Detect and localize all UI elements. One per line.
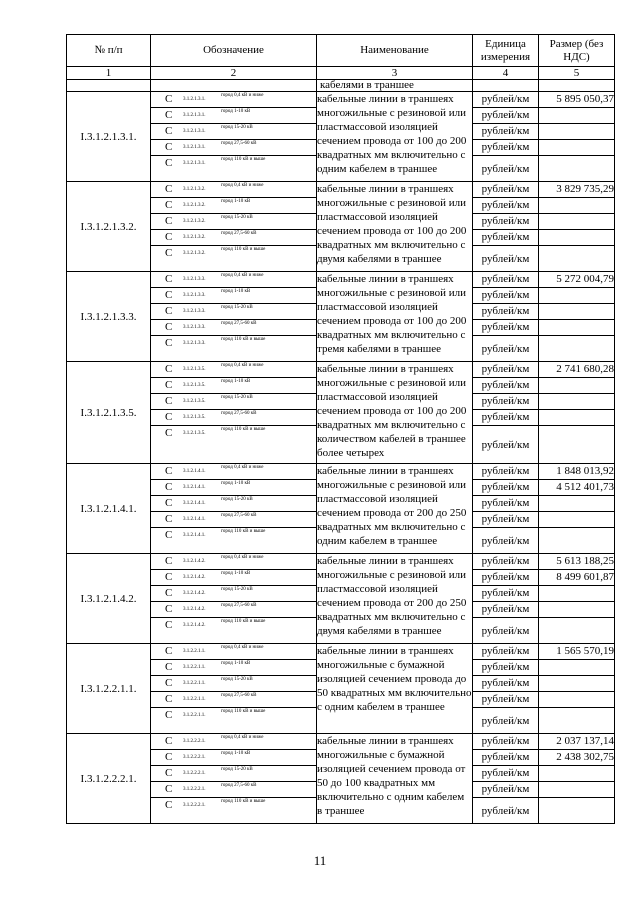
- header-size: Размер (без НДС): [539, 35, 615, 67]
- designation-subcode: 3.1.2.1.4.2.: [183, 607, 206, 612]
- designation-cell: [151, 798, 317, 824]
- value-cell: [539, 496, 615, 512]
- designation-voltage: город 0,4 кВ и ниже: [221, 183, 264, 188]
- value-cell: 5 613 188,25: [539, 554, 615, 570]
- designation-subcode: 3.1.2.1.3.5.: [183, 383, 206, 388]
- designation-letter: С: [165, 411, 173, 423]
- designation-cell: [151, 512, 317, 528]
- unit-cell: рублей/км: [473, 464, 539, 480]
- designation-voltage: город 15-20 кВ: [221, 395, 253, 400]
- value-cell: [539, 676, 615, 692]
- value-cell: [539, 336, 615, 362]
- designation-subcode: 3.1.2.1.3.5.: [183, 367, 206, 372]
- value-cell: [539, 586, 615, 602]
- designation-subcode: 3.1.2.2.1.1.: [183, 649, 206, 654]
- value-cell: [539, 214, 615, 230]
- unit-cell: рублей/км: [473, 108, 539, 124]
- unit-cell: рублей/км: [473, 288, 539, 304]
- unit-cell: рублей/км: [473, 198, 539, 214]
- unit-cell: рублей/км: [473, 230, 539, 246]
- value-cell: [539, 108, 615, 124]
- designation-letter: С: [165, 247, 173, 259]
- designation-voltage: город 27,5-60 кВ: [221, 141, 257, 146]
- value-cell: [539, 230, 615, 246]
- designation-cell: [151, 734, 317, 750]
- unit-cell: рублей/км: [473, 272, 539, 288]
- value-cell: [539, 512, 615, 528]
- designation-letter: С: [165, 709, 173, 721]
- designation-voltage: город 1-10 кВ: [221, 289, 251, 294]
- value-cell: [539, 660, 615, 676]
- section-code: I.3.1.2.1.3.3.: [67, 272, 151, 362]
- unit-cell: рублей/км: [473, 410, 539, 426]
- designation-letter: С: [165, 465, 173, 477]
- column-number: 1: [67, 67, 151, 80]
- designation-subcode: 3.1.2.1.3.2.: [183, 187, 206, 192]
- designation-letter: С: [165, 799, 173, 811]
- table-row: [67, 182, 615, 198]
- designation-subcode: 3.1.2.1.3.5.: [183, 431, 206, 436]
- header-name: Наименование: [317, 35, 473, 67]
- unit-cell: рублей/км: [473, 512, 539, 528]
- table-row: [67, 734, 615, 750]
- table-row: [67, 644, 615, 660]
- designation-subcode: 3.1.2.1.3.1.: [183, 129, 206, 134]
- designation-subcode: 3.1.2.2.1.1.: [183, 713, 206, 718]
- unit-cell: рублей/км: [473, 676, 539, 692]
- designation-cell: [151, 378, 317, 394]
- designation-cell: [151, 410, 317, 426]
- designation-subcode: 3.1.2.1.3.3.: [183, 309, 206, 314]
- unit-cell: рублей/км: [473, 586, 539, 602]
- table-row: [67, 92, 615, 108]
- designation-letter: С: [165, 693, 173, 705]
- designation-voltage: город 15-20 кВ: [221, 677, 253, 682]
- designation-letter: С: [165, 513, 173, 525]
- column-number: 2: [151, 67, 317, 80]
- value-cell: [539, 394, 615, 410]
- designation-cell: [151, 782, 317, 798]
- designation-subcode: 3.1.2.2.2.1.: [183, 755, 206, 760]
- designation-cell: [151, 108, 317, 124]
- unit-cell: рублей/км: [473, 602, 539, 618]
- unit-cell: рублей/км: [473, 660, 539, 676]
- column-number: 5: [539, 67, 615, 80]
- value-cell: 2 438 302,75: [539, 750, 615, 766]
- designation-letter: С: [165, 619, 173, 631]
- designation-cell: [151, 676, 317, 692]
- designation-cell: [151, 230, 317, 246]
- designation-subcode: 3.1.2.1.3.1.: [183, 145, 206, 150]
- designation-voltage: город 15-20 кВ: [221, 305, 253, 310]
- section-name: кабельные линии в траншеях многожильные с резиновой или пластмассовой изоляцией сечением провода от 100 до 200 квадратных мм включительно с двумя кабелями в траншее: [317, 182, 473, 272]
- designation-subcode: 3.1.2.1.4.2.: [183, 575, 206, 580]
- value-cell: [539, 246, 615, 272]
- designation-voltage: город 110 кВ и выше: [221, 247, 266, 252]
- designation-letter: С: [165, 321, 173, 333]
- designation-subcode: 3.1.2.1.3.5.: [183, 415, 206, 420]
- unit-cell: рублей/км: [473, 124, 539, 140]
- designation-voltage: город 110 кВ и выше: [221, 157, 266, 162]
- table-row: [67, 272, 615, 288]
- value-cell: [539, 766, 615, 782]
- designation-voltage: город 27,5-60 кВ: [221, 513, 257, 518]
- designation-cell: [151, 528, 317, 554]
- designation-voltage: город 110 кВ и выше: [221, 799, 266, 804]
- designation-letter: С: [165, 661, 173, 673]
- designation-subcode: 3.1.2.1.3.1.: [183, 161, 206, 166]
- designation-letter: С: [165, 395, 173, 407]
- designation-subcode: 3.1.2.2.1.1.: [183, 697, 206, 702]
- designation-cell: [151, 464, 317, 480]
- designation-cell: [151, 692, 317, 708]
- value-cell: [539, 198, 615, 214]
- designation-cell: [151, 496, 317, 512]
- designation-cell: [151, 586, 317, 602]
- designation-letter: С: [165, 273, 173, 285]
- section-code: I.3.1.2.1.4.2.: [67, 554, 151, 644]
- designation-cell: [151, 554, 317, 570]
- value-cell: [539, 410, 615, 426]
- table-row: [67, 554, 615, 570]
- designation-voltage: город 27,5-60 кВ: [221, 783, 257, 788]
- designation-subcode: 3.1.2.1.3.3.: [183, 293, 206, 298]
- table-row: [67, 362, 615, 378]
- unit-cell: рублей/км: [473, 214, 539, 230]
- unit-cell: рублей/км: [473, 394, 539, 410]
- value-cell: [539, 304, 615, 320]
- designation-cell: [151, 246, 317, 272]
- value-cell: [539, 156, 615, 182]
- column-number: 3: [317, 67, 473, 80]
- unit-cell: рублей/км: [473, 708, 539, 734]
- value-cell: 5 895 050,37: [539, 92, 615, 108]
- value-cell: [539, 708, 615, 734]
- section-name: кабельные линии в траншеях многожильные с резиновой или пластмассовой изоляцией сечением провода от 200 до 250 квадратных мм включительно с двумя кабелями в траншее: [317, 554, 473, 644]
- unit-cell: рублей/км: [473, 750, 539, 766]
- designation-letter: С: [165, 305, 173, 317]
- unit-cell: рублей/км: [473, 766, 539, 782]
- designation-letter: С: [165, 427, 173, 439]
- designation-cell: [151, 288, 317, 304]
- designation-cell: [151, 570, 317, 586]
- unit-cell: рублей/км: [473, 734, 539, 750]
- designation-voltage: город 110 кВ и выше: [221, 337, 266, 342]
- header-row: [67, 35, 615, 67]
- unit-cell: рублей/км: [473, 304, 539, 320]
- designation-subcode: 3.1.2.1.4.1.: [183, 469, 206, 474]
- designation-voltage: город 15-20 кВ: [221, 587, 253, 592]
- table-body: [67, 92, 615, 824]
- designation-letter: С: [165, 677, 173, 689]
- unit-cell: рублей/км: [473, 798, 539, 824]
- value-cell: 1 848 013,92: [539, 464, 615, 480]
- unit-cell: рублей/км: [473, 92, 539, 108]
- designation-voltage: город 15-20 кВ: [221, 215, 253, 220]
- unit-cell: рублей/км: [473, 644, 539, 660]
- column-number-row: [67, 67, 615, 80]
- designation-voltage: город 1-10 кВ: [221, 751, 251, 756]
- designation-subcode: 3.1.2.2.2.1.: [183, 787, 206, 792]
- value-cell: [539, 798, 615, 824]
- designation-subcode: 3.1.2.2.2.1.: [183, 771, 206, 776]
- designation-letter: С: [165, 571, 173, 583]
- designation-subcode: 3.1.2.1.3.5.: [183, 399, 206, 404]
- designation-subcode: 3.1.2.2.2.1.: [183, 803, 206, 808]
- designation-subcode: 3.1.2.1.3.2.: [183, 219, 206, 224]
- designation-cell: [151, 750, 317, 766]
- unit-cell: рублей/км: [473, 692, 539, 708]
- designation-letter: С: [165, 735, 173, 747]
- designation-voltage: город 1-10 кВ: [221, 571, 251, 576]
- value-cell: 4 512 401,73: [539, 480, 615, 496]
- designation-letter: С: [165, 199, 173, 211]
- unit-cell: рублей/км: [473, 140, 539, 156]
- designation-voltage: город 15-20 кВ: [221, 497, 253, 502]
- designation-voltage: город 110 кВ и выше: [221, 427, 266, 432]
- section-name: кабельные линии в траншеях многожильные с бумажной изоляцией сечением провода от 50 до 100 квадратных мм включительно с одним кабелем в траншее: [317, 734, 473, 824]
- value-cell: [539, 288, 615, 304]
- designation-voltage: город 110 кВ и выше: [221, 709, 266, 714]
- designation-subcode: 3.1.2.1.4.2.: [183, 623, 206, 628]
- unit-cell: рублей/км: [473, 320, 539, 336]
- designation-cell: [151, 182, 317, 198]
- continuation-text: кабелями в траншее: [317, 80, 473, 92]
- designation-letter: С: [165, 555, 173, 567]
- designation-voltage: город 0,4 кВ и ниже: [221, 735, 264, 740]
- value-cell: [539, 692, 615, 708]
- designation-letter: С: [165, 587, 173, 599]
- designation-letter: С: [165, 767, 173, 779]
- unit-cell: рублей/км: [473, 618, 539, 644]
- designation-voltage: город 27,5-60 кВ: [221, 693, 257, 698]
- designation-subcode: 3.1.2.1.4.1.: [183, 533, 206, 538]
- designation-voltage: город 15-20 кВ: [221, 767, 253, 772]
- designation-letter: С: [165, 645, 173, 657]
- designation-voltage: город 1-10 кВ: [221, 661, 251, 666]
- designation-voltage: город 1-10 кВ: [221, 481, 251, 486]
- designation-letter: С: [165, 215, 173, 227]
- designation-voltage: город 27,5-60 кВ: [221, 231, 257, 236]
- designation-subcode: 3.1.2.1.4.1.: [183, 501, 206, 506]
- designation-letter: С: [165, 157, 173, 169]
- designation-voltage: город 0,4 кВ и ниже: [221, 465, 264, 470]
- designation-subcode: 3.1.2.2.1.1.: [183, 665, 206, 670]
- designation-voltage: город 0,4 кВ и ниже: [221, 645, 264, 650]
- unit-cell: рублей/км: [473, 182, 539, 198]
- designation-letter: С: [165, 751, 173, 763]
- unit-cell: рублей/км: [473, 782, 539, 798]
- designation-voltage: город 110 кВ и выше: [221, 529, 266, 534]
- designation-voltage: город 0,4 кВ и ниже: [221, 273, 264, 278]
- designation-letter: С: [165, 93, 173, 105]
- section-code: I.3.1.2.2.2.1.: [67, 734, 151, 824]
- designation-subcode: 3.1.2.1.3.3.: [183, 277, 206, 282]
- tariff-table: [66, 34, 615, 824]
- designation-letter: С: [165, 231, 173, 243]
- value-cell: [539, 528, 615, 554]
- value-cell: [539, 320, 615, 336]
- designation-letter: С: [165, 183, 173, 195]
- designation-cell: [151, 394, 317, 410]
- designation-letter: С: [165, 379, 173, 391]
- unit-cell: рублей/км: [473, 156, 539, 182]
- designation-cell: [151, 156, 317, 182]
- designation-subcode: 3.1.2.1.4.2.: [183, 559, 206, 564]
- header-unit: Единица измерения: [473, 35, 539, 67]
- value-cell: 2 741 680,28: [539, 362, 615, 378]
- designation-cell: [151, 708, 317, 734]
- designation-cell: [151, 304, 317, 320]
- value-cell: 8 499 601,87: [539, 570, 615, 586]
- designation-letter: С: [165, 337, 173, 349]
- designation-cell: [151, 92, 317, 108]
- value-cell: [539, 426, 615, 464]
- designation-subcode: 3.1.2.1.3.2.: [183, 235, 206, 240]
- designation-subcode: 3.1.2.1.3.2.: [183, 203, 206, 208]
- value-cell: 2 037 137,14: [539, 734, 615, 750]
- designation-cell: [151, 124, 317, 140]
- designation-voltage: город 15-20 кВ: [221, 125, 253, 130]
- designation-subcode: 3.1.2.1.3.1.: [183, 113, 206, 118]
- designation-letter: С: [165, 481, 173, 493]
- section-name: кабельные линии в траншеях многожильные с резиновой или пластмассовой изоляцией сечением провода от 100 до 200 квадратных мм включительно с одним кабелем в траншее: [317, 92, 473, 182]
- designation-voltage: город 1-10 кВ: [221, 199, 251, 204]
- designation-cell: [151, 198, 317, 214]
- unit-cell: рублей/км: [473, 378, 539, 394]
- unit-cell: рублей/км: [473, 246, 539, 272]
- designation-voltage: город 0,4 кВ и ниже: [221, 555, 264, 560]
- designation-cell: [151, 766, 317, 782]
- designation-cell: [151, 660, 317, 676]
- designation-letter: С: [165, 125, 173, 137]
- designation-cell: [151, 140, 317, 156]
- value-cell: 1 565 570,19: [539, 644, 615, 660]
- value-cell: 3 829 735,29: [539, 182, 615, 198]
- designation-subcode: 3.1.2.1.3.2.: [183, 251, 206, 256]
- continuation-row: [67, 80, 615, 92]
- header-designation: Обозначение: [151, 35, 317, 67]
- designation-letter: С: [165, 783, 173, 795]
- designation-letter: С: [165, 497, 173, 509]
- designation-voltage: город 1-10 кВ: [221, 379, 251, 384]
- designation-subcode: 3.1.2.1.4.2.: [183, 591, 206, 596]
- section-code: I.3.1.2.1.3.1.: [67, 92, 151, 182]
- section-name: кабельные линии в траншеях многожильные с резиновой или пластмассовой изоляцией сечением провода от 100 до 200 квадратных мм включительно с тремя кабелями в траншее: [317, 272, 473, 362]
- designation-cell: [151, 336, 317, 362]
- page-number: 11: [313, 853, 327, 868]
- unit-cell: рублей/км: [473, 362, 539, 378]
- value-cell: 5 272 004,79: [539, 272, 615, 288]
- designation-cell: [151, 362, 317, 378]
- designation-cell: [151, 426, 317, 464]
- designation-voltage: город 1-10 кВ: [221, 109, 251, 114]
- value-cell: [539, 378, 615, 394]
- unit-cell: рублей/км: [473, 570, 539, 586]
- designation-subcode: 3.1.2.1.4.1.: [183, 485, 206, 490]
- section-code: I.3.1.2.1.3.2.: [67, 182, 151, 272]
- value-cell: [539, 618, 615, 644]
- designation-letter: С: [165, 529, 173, 541]
- designation-cell: [151, 602, 317, 618]
- designation-cell: [151, 214, 317, 230]
- designation-subcode: 3.1.2.1.3.3.: [183, 341, 206, 346]
- value-cell: [539, 124, 615, 140]
- designation-subcode: 3.1.2.2.2.1.: [183, 739, 206, 744]
- column-number: 4: [473, 67, 539, 80]
- section-code: I.3.1.2.1.3.5.: [67, 362, 151, 464]
- designation-letter: С: [165, 603, 173, 615]
- designation-subcode: 3.1.2.1.3.1.: [183, 97, 206, 102]
- designation-cell: [151, 644, 317, 660]
- designation-voltage: город 110 кВ и выше: [221, 619, 266, 624]
- table-row: [67, 464, 615, 480]
- designation-subcode: 3.1.2.1.4.1.: [183, 517, 206, 522]
- unit-cell: рублей/км: [473, 480, 539, 496]
- value-cell: [539, 602, 615, 618]
- designation-subcode: 3.1.2.2.1.1.: [183, 681, 206, 686]
- section-code: I.3.1.2.2.1.1.: [67, 644, 151, 734]
- designation-cell: [151, 320, 317, 336]
- section-name: кабельные линии в траншеях многожильные с резиновой или пластмассовой изоляцией сечением провода от 100 до 200 квадратных мм включительно с количеством кабелей в траншее более четырех: [317, 362, 473, 464]
- section-name: кабельные линии в траншеях многожильные с бумажной изоляцией сечением провода до 50 квадратных мм включительно с одним кабелем в траншее: [317, 644, 473, 734]
- designation-letter: С: [165, 141, 173, 153]
- designation-cell: [151, 272, 317, 288]
- header-number: № п/п: [67, 35, 151, 67]
- designation-letter: С: [165, 109, 173, 121]
- designation-letter: С: [165, 363, 173, 375]
- designation-voltage: город 27,5-60 кВ: [221, 411, 257, 416]
- designation-voltage: город 0,4 кВ и ниже: [221, 93, 264, 98]
- designation-cell: [151, 480, 317, 496]
- designation-voltage: город 27,5-60 кВ: [221, 603, 257, 608]
- unit-cell: рублей/км: [473, 528, 539, 554]
- unit-cell: рублей/км: [473, 426, 539, 464]
- value-cell: [539, 782, 615, 798]
- unit-cell: рублей/км: [473, 336, 539, 362]
- unit-cell: рублей/км: [473, 496, 539, 512]
- designation-voltage: город 27,5-60 кВ: [221, 321, 257, 326]
- designation-letter: С: [165, 289, 173, 301]
- designation-subcode: 3.1.2.1.3.3.: [183, 325, 206, 330]
- section-code: I.3.1.2.1.4.1.: [67, 464, 151, 554]
- designation-voltage: город 0,4 кВ и ниже: [221, 363, 264, 368]
- value-cell: [539, 140, 615, 156]
- unit-cell: рублей/км: [473, 554, 539, 570]
- designation-cell: [151, 618, 317, 644]
- section-name: кабельные линии в траншеях многожильные с резиновой или пластмассовой изоляцией сечением провода от 200 до 250 квадратных мм включительно с одним кабелем в траншее: [317, 464, 473, 554]
